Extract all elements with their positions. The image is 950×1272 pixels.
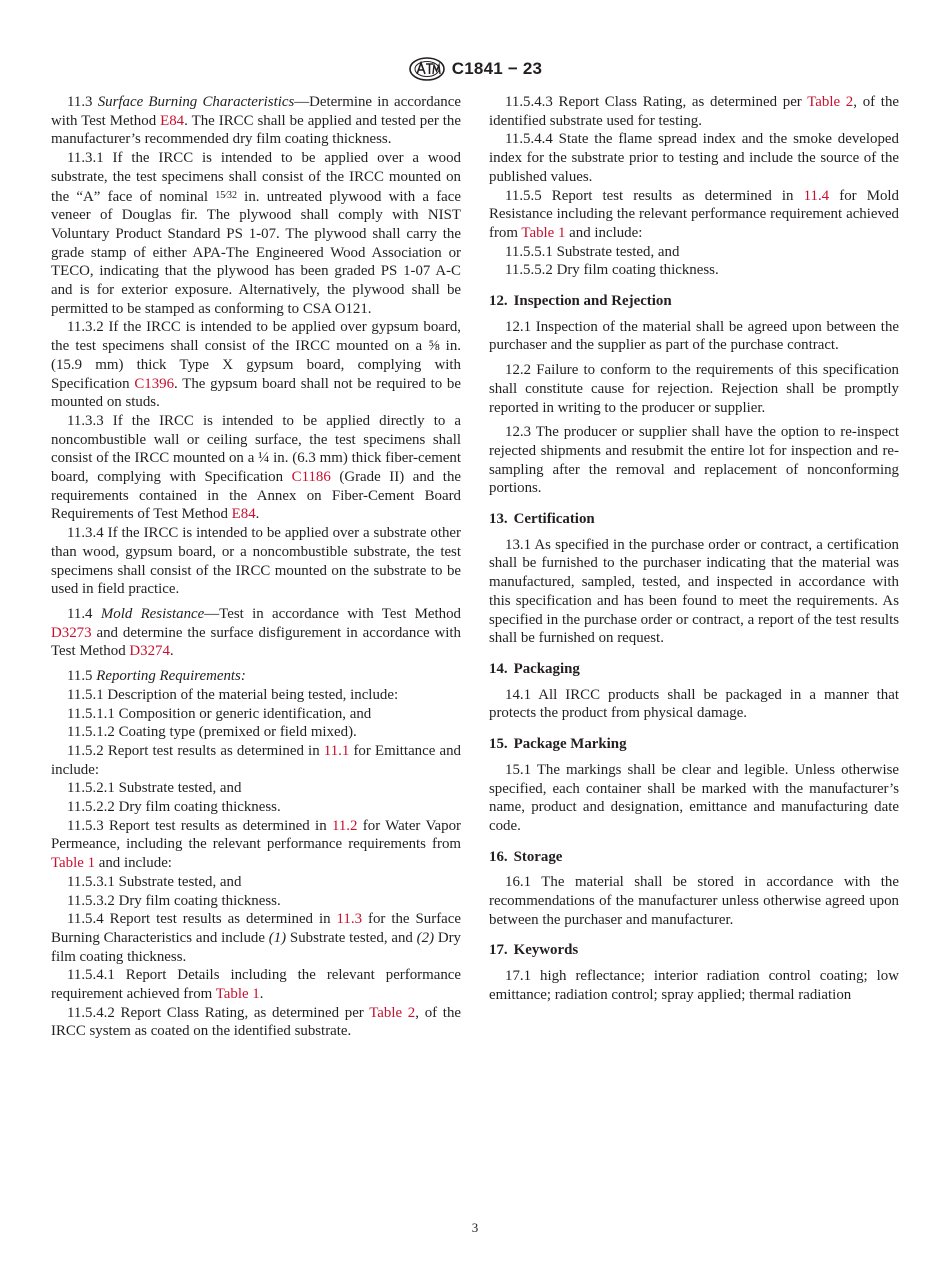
paragraph-11-5-1: 11.5.1 Description of the material being tested, include: xyxy=(67,686,399,703)
paragraph-13-1: 13.1 As specified in the purchase order or contract, a certification shall be furnished to the purchaser indicating that the material was manufactured, sampled, tested, and inspected in accordance with this specification and has been found to meet the requirements. As specified in the purchase order or contract, a report of the test results shall be furnished on request. xyxy=(489,536,899,647)
paragraph-11-3-2: 11.3.2 If the IRCC is intended to be applied over gypsum board, the test specimens shall consist of the IRCC mounted on a ⅝ in. (15.9 mm) thick Type X gypsum board, complying with Specification C1396. The gypsum board shall not be required to be mounted on studs. xyxy=(51,319,461,411)
link-11-4[interactable]: 11.4 xyxy=(803,187,830,204)
section-heading-13: 13. Certification xyxy=(489,511,595,528)
paragraph-11-5-4-3: 11.5.4.3 Report Class Rating, as determined per Table 2, of the identified substrate used for testing. xyxy=(489,94,900,129)
paragraph-12-1: 12.1 Inspection of the material shall be agreed upon between the purchaser and the supplier as part of the purchase contract. xyxy=(489,318,899,354)
paragraph-11-3-3: 11.3.3 If the IRCC is intended to be applied directly to a noncombustible wall or ceiling surface, the test specimens shall consist of the IRCC mounted on a ¼ in. (6.3 mm) thick fiber-cement board, complying with Specification C1186 (Grade II) and the requirements contained in the Annex on Fiber-Cement Board Requirements of Test Method E84. xyxy=(51,412,461,523)
paragraph-11-5-4-2: 11.5.4.2 Report Class Rating, as determined per Table 2, of the IRCC system as coated on the identified substrate. xyxy=(51,1004,462,1040)
paragraph-11-5-5-2: 11.5.5.2 Dry film coating thickness. xyxy=(505,262,719,279)
page-header xyxy=(0,56,950,82)
link-table-2[interactable]: Table 2 xyxy=(807,94,854,110)
link-d3274[interactable]: D3274 xyxy=(129,643,170,660)
section-heading-15: 15. Package Marking xyxy=(489,736,627,753)
paragraph-11-5-4: 11.5.4 Report test results as determined in 11.3 for the Surface Burning Characteristics and include (1) Substrate tested, and (2) Dry film coating thickness. xyxy=(51,911,461,965)
link-table-2[interactable]: Table 2 xyxy=(369,1004,416,1021)
astm-logo-icon xyxy=(408,57,446,81)
paragraph-11-5-4-4: 11.5.4.4 State the flame spread index and the smoke developed index for the substrate prior to testing and include the source of the published values. xyxy=(489,131,899,185)
paragraph-11-3-4: 11.3.4 If the IRCC is intended to be applied over a substrate other than wood, gypsum board, or a noncombustible substrate, the test specimens shall consist of the IRCC mounted on the substrate to be used in field practice. xyxy=(51,525,461,598)
link-11-3[interactable]: 11.3 xyxy=(336,911,363,928)
paragraph-11-4: 11.4 Mold Resistance—Test in accordance with Test Method D3273 and determine the surface disfigurement in accordance with Test Method D3274. xyxy=(51,605,461,660)
paragraph-11-5-4-1: 11.5.4.1 Report Details including the relevant performance requirement achieved from Table 1. xyxy=(51,967,461,1003)
right-column xyxy=(489,93,899,1005)
paragraph-12-2: 12.2 Failure to conform to the requirements of this specification shall constitute cause for rejection. Rejection shall be promptly reported in writing to the producer or supplier. xyxy=(489,362,899,416)
section-heading-14: 14. Packaging xyxy=(489,660,580,677)
link-table-1[interactable]: Table 1 xyxy=(521,224,566,241)
paragraph-11-5-3: 11.5.3 Report test results as determined in 11.2 for Water Vapor Permeance, including the relevant performance requirements from Table 1 and include: xyxy=(51,817,462,872)
paragraph-11-3: 11.3 Surface Burning Characteristics—Determine in accordance with Test Method E84. The IRCC shall be applied and tested per the manufacturer’s recommended dry film coating thickness. xyxy=(51,94,461,148)
paragraph-11-5-2-1: 11.5.2.1 Substrate tested, and xyxy=(67,780,242,797)
link-c1396[interactable]: C1396 xyxy=(134,375,175,392)
paragraph-11-5-2-2: 11.5.2.2 Dry film coating thickness. xyxy=(67,799,281,816)
link-table-1[interactable]: Table 1 xyxy=(51,855,96,872)
section-heading-17: 17. Keywords xyxy=(489,942,579,959)
paragraph-11-5-3-2: 11.5.3.2 Dry film coating thickness. xyxy=(67,892,281,909)
link-e84[interactable]: E84 xyxy=(231,506,256,523)
designation: C1841 − 23 xyxy=(451,59,543,78)
link-e84[interactable]: E84 xyxy=(160,112,185,129)
paragraph-11-5-3-1: 11.5.3.1 Substrate tested, and xyxy=(67,873,242,890)
link-table-1[interactable]: Table 1 xyxy=(215,986,260,1003)
paragraph-16-1: 16.1 The material shall be stored in accordance with the recommendations of the manufacturer unless otherwise agreed upon between the purchaser and manufacturer. xyxy=(489,874,899,928)
link-d3273[interactable]: D3273 xyxy=(51,624,92,641)
paragraph-11-5-5-1: 11.5.5.1 Substrate tested, and xyxy=(505,243,680,260)
paragraph-11-5-1-1: 11.5.1.1 Composition or generic identification, and xyxy=(67,705,372,722)
paragraph-11-5-2: 11.5.2 Report test results as determined in 11.1 for Emittance and include: xyxy=(51,742,461,778)
link-11-1[interactable]: 11.1 xyxy=(323,742,350,759)
paragraph-11-3-1: 11.3.1 If the IRCC is intended to be applied over a wood substrate, the test specimens shall consist of the IRCC mounted on the “A” face of nominal $^{15⁄32}$ in. untreated plywood with a face veneer of Douglas fir. The plywood shall comply with NIST Voluntary Product Standard PS 1-07. The plywood shall carry the grade stamp of either APA-The Engineered Wood Association or TECO, indicating that the plywood has been graded PS 1-07 A-C and is for exterior exposure. Alternatively, the plywood shall be permitted to be stamped as conforming to CSA O121. xyxy=(51,150,461,317)
section-heading-12: 12. Inspection and Rejection xyxy=(489,293,672,310)
paragraph-11-5-5: 11.5.5 Report test results as determined in 11.4 for Mold Resistance including the relevant performance requirement achieved from Table 1 and include: xyxy=(489,187,900,241)
link-c1186[interactable]: C1186 xyxy=(291,469,331,486)
paragraph-14-1: 14.1 All IRCC products shall be packaged in a manner that protects the product from physical damage. xyxy=(489,686,899,722)
paragraph-17-1: 17.1 high reflectance; interior radiation control coating; low emittance; radiation control; spray applied; thermal radiation xyxy=(489,968,899,1003)
left-column xyxy=(51,93,461,1041)
paragraph-15-1: 15.1 The markings shall be clear and legible. Unless otherwise specified, each container shall be marked with the manufacturer’s name, product and designation, emittance and manufacturing date code. xyxy=(489,761,899,834)
paragraph-12-3: 12.3 The producer or supplier shall have the option to re-inspect rejected shipments and resubmit the entire lot for inspection and re-sampling after the removal and replacement of nonconforming portions. xyxy=(489,424,899,497)
link-11-2[interactable]: 11.2 xyxy=(331,817,358,834)
paragraph-11-5: 11.5 Reporting Requirements: xyxy=(67,668,246,685)
section-heading-16: 16. Storage xyxy=(489,848,563,865)
page-number: 3 xyxy=(471,1220,479,1235)
paragraph-11-5-1-2: 11.5.1.2 Coating type (premixed or field mixed). xyxy=(67,724,357,741)
